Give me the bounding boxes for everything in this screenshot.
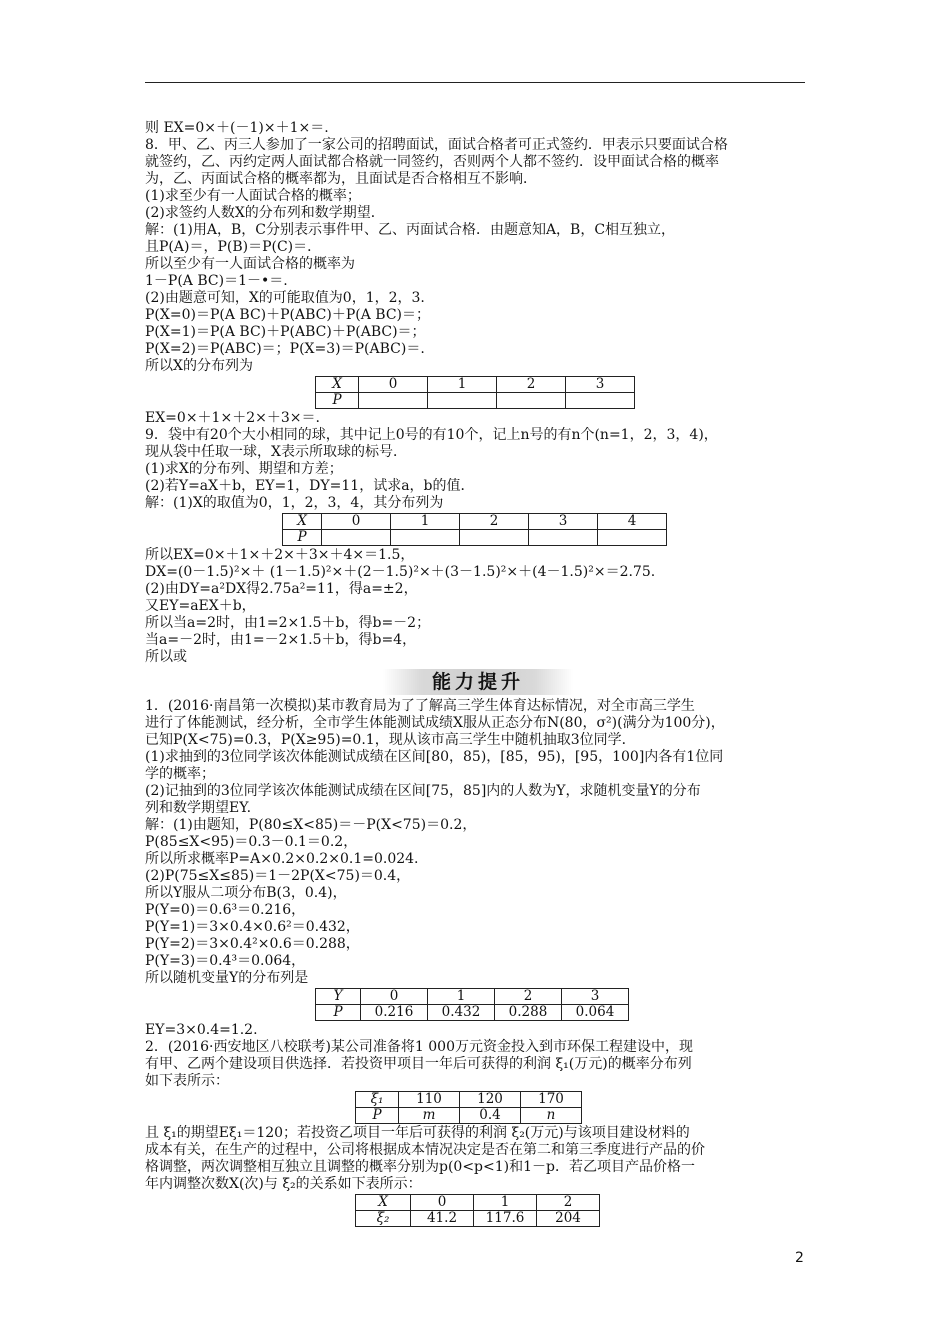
table-cell: Y xyxy=(316,989,361,1005)
table-cell: X xyxy=(356,1195,411,1211)
table-cell: 3 xyxy=(566,377,635,393)
table-cell: 3 xyxy=(562,989,629,1005)
table-cell: X xyxy=(283,514,322,530)
problem-2-stem: 2．(2016·西安地区八校联考)某公司准备将1 000万元资金投入到市环保工程建设中，现 xyxy=(145,1039,693,1055)
table-cell: P xyxy=(316,393,359,409)
text-line: 成本有关，在生产的过程中，公司将根据成本情况决定是否在第二和第三季度进行产品的价 xyxy=(145,1142,705,1158)
text-line: EX=0×＋1×＋2×＋3×＝. xyxy=(145,410,320,426)
text-line: 又EY=aEX＋b， xyxy=(145,598,256,614)
text-line: 所以X的分布列为 xyxy=(145,358,253,374)
table-cell xyxy=(322,530,391,546)
table-cell: X xyxy=(316,377,359,393)
text-line: 有甲、乙两个建设项目供选择．若投资甲项目一年后可获得的利润 ξ₁(万元)的概率分布列 xyxy=(145,1056,692,1072)
header-rule xyxy=(145,82,805,83)
table-cell: 120 xyxy=(460,1092,521,1108)
table-cell: P xyxy=(316,1005,361,1021)
text-line: P(Y=2)＝3×0.4²×0.6＝0.288， xyxy=(145,936,360,952)
table-cell: 2 xyxy=(537,1195,600,1211)
section-heading-banner xyxy=(145,668,813,696)
table-row xyxy=(316,377,635,393)
text-line: 解：(1)用A，B，C分别表示事件甲、乙、丙面试合格．由题意知A，B，C相互独立， xyxy=(145,222,676,238)
table-cell: P xyxy=(283,530,322,546)
text-line: (2)若Y=aX＋b，EY=1，DY=11，试求a，b的值． xyxy=(145,478,475,494)
text-line: 且P(A)＝，P(B)＝P(C)＝． xyxy=(145,239,322,255)
distribution-table-y xyxy=(315,988,629,1021)
table-cell xyxy=(428,393,497,409)
table-cell xyxy=(598,530,667,546)
table-cell: P xyxy=(356,1108,399,1124)
table-row xyxy=(283,514,667,530)
text-line: (2)求签约人数X的分布列和数学期望． xyxy=(145,205,385,221)
text-line: 学的概率； xyxy=(145,766,215,782)
text-line: P(Y=0)＝0.6³＝0.216， xyxy=(145,902,306,918)
text-line: 如下表所示： xyxy=(145,1073,229,1089)
page-number: 2 xyxy=(795,1250,804,1266)
text-line: 解：(1)由题知，P(80≤X<85)＝－P(X<75)＝0.2， xyxy=(145,817,477,833)
text-line: 已知P(X<75)=0.3，P(X≥95)=0.1，现从该市高三学生中随机抽取3位同学． xyxy=(145,732,636,748)
distribution-table-8 xyxy=(315,376,635,409)
text-line: P(Y=3)＝0.4³＝0.064， xyxy=(145,953,306,969)
text-line: 当a=－2时，由1=－2×1.5＋b，得b=4， xyxy=(145,632,417,648)
text-line: P(X=1)＝P(A BC)＋P(ABC)＋P(ABC)＝； xyxy=(145,324,426,340)
text-line: 年内调整次数X(次)与 ξ₂的关系如下表所示： xyxy=(145,1176,422,1192)
text-line: DX=(0－1.5)²×＋ (1－1.5)²×＋(2－1.5)²×＋(3－1.5)²×＋(4－1.5)²×＝2.75. xyxy=(145,564,656,580)
text-line: 现从袋中任取一球，X表示所取球的标号． xyxy=(145,444,407,460)
table-cell: 0 xyxy=(359,377,428,393)
table-cell: 117.6 xyxy=(474,1211,537,1227)
table-cell xyxy=(460,530,529,546)
text-line: (2)记抽到的3位同学该次体能测试成绩在区间[75，85]内的人数为Y，求随机变量Y的分布 xyxy=(145,783,701,799)
table-cell xyxy=(391,530,460,546)
text-line: 格调整，两次调整相互独立且调整的概率分别为p(0<p<1)和1－p．若乙项目产品价格一 xyxy=(145,1159,695,1175)
table-cell: 1 xyxy=(428,377,497,393)
text-line: 解：(1)X的取值为0，1，2，3，4，其分布列为 xyxy=(145,495,444,511)
text-line: 就签约，乙、丙约定两人面试都合格就一同签约，否则两个人都不签约．设甲面试合格的概率 xyxy=(145,154,719,170)
table-cell: 2 xyxy=(460,514,529,530)
text-line: P(85≤X<95)＝0.3－0.1＝0.2， xyxy=(145,834,358,850)
text-line: 进行了体能测试，经分析，全市学生体能测试成绩X服从正态分布N(80，σ²)(满分为100分)， xyxy=(145,715,725,731)
table-cell: 0.4 xyxy=(460,1108,521,1124)
text-line: 列和数学期望EY. xyxy=(145,800,252,816)
table-cell: 41.2 xyxy=(411,1211,474,1227)
text-line: 且 ξ₁的期望Eξ₁＝120；若投资乙项目一年后可获得的利润 ξ₂(万元)与该项目建设材料的 xyxy=(145,1125,690,1141)
table-row xyxy=(316,989,629,1005)
problem-1-stem: 1．(2016·南昌第一次模拟)某市教育局为了了解高三学生体育达标情况，对全市高三学生 xyxy=(145,698,695,714)
table-row xyxy=(283,530,667,546)
table-cell: ξ₂ xyxy=(356,1211,411,1227)
text-line: 所以Y服从二项分布B(3，0.4)， xyxy=(145,885,347,901)
text-line: (1)求至少有一人面试合格的概率； xyxy=(145,188,361,204)
text-line: (2)由题意可知，X的可能取值为0，1，2，3. xyxy=(145,290,425,306)
table-cell: 1 xyxy=(428,989,495,1005)
text-line: 所以当a=2时，由1=2×1.5＋b，得b=－2； xyxy=(145,615,431,631)
table-cell: 1 xyxy=(474,1195,537,1211)
table-row xyxy=(356,1108,582,1124)
table-row xyxy=(356,1211,600,1227)
table-cell: 204 xyxy=(537,1211,600,1227)
text-line: 所以EX=0×＋1×＋2×＋3×＋4×＝1.5， xyxy=(145,547,415,563)
table-cell xyxy=(497,393,566,409)
text-line: EY=3×0.4=1.2. xyxy=(145,1022,258,1038)
table-row xyxy=(356,1092,582,1108)
table-row xyxy=(316,1005,629,1021)
table-cell: 110 xyxy=(399,1092,460,1108)
distribution-table-9 xyxy=(282,513,667,546)
section-heading: 能力提升 xyxy=(431,671,524,693)
table-cell: 3 xyxy=(529,514,598,530)
table-cell: n xyxy=(521,1108,582,1124)
text-line: 所以至少有一人面试合格的概率为 xyxy=(145,256,355,272)
table-cell: 0.288 xyxy=(495,1005,562,1021)
text-line: 为，乙、丙面试合格的概率都为，且面试是否合格相互不影响． xyxy=(145,171,537,187)
profit-distribution-table xyxy=(355,1091,582,1124)
text-line: 则 EX=0×＋(－1)×＋1×＝. xyxy=(145,120,329,136)
table-cell: 1 xyxy=(391,514,460,530)
table-cell: 170 xyxy=(521,1092,582,1108)
table-row xyxy=(316,393,635,409)
table-cell xyxy=(359,393,428,409)
table-row xyxy=(356,1195,600,1211)
table-cell: 0 xyxy=(361,989,428,1005)
table-cell xyxy=(566,393,635,409)
table-cell xyxy=(529,530,598,546)
text-line: 所以随机变量Y的分布列是 xyxy=(145,970,309,986)
document-body xyxy=(145,120,813,1228)
text-line: 所以所求概率P=A×0.2×0.2×0.1=0.024. xyxy=(145,851,419,867)
adjustment-table xyxy=(355,1194,600,1227)
table-cell: 0.432 xyxy=(428,1005,495,1021)
problem-9-stem: 9．袋中有20个大小相同的球，其中记上0号的有10个，记上n号的有n个(n=1，2，3，4)， xyxy=(145,427,718,443)
table-cell: ξ₁ xyxy=(356,1092,399,1108)
text-line: (2)由DY=a²DX得2.75a²=11，得a=±2， xyxy=(145,581,418,597)
text-line: P(X=0)＝P(A BC)＋P(ABC)＋P(A BC)＝； xyxy=(145,307,430,323)
table-cell: 0.216 xyxy=(361,1005,428,1021)
table-cell: 2 xyxy=(497,377,566,393)
table-cell: 4 xyxy=(598,514,667,530)
table-cell: m xyxy=(399,1108,460,1124)
table-cell: 2 xyxy=(495,989,562,1005)
text-line: 1－P(A BC)＝1－•＝. xyxy=(145,273,288,289)
text-line: P(X=2)＝P(ABC)＝；P(X=3)＝P(ABC)＝. xyxy=(145,341,425,357)
table-cell: 0 xyxy=(322,514,391,530)
text-line: (1)求X的分布列、期望和方差； xyxy=(145,461,343,477)
text-line: 所以或 xyxy=(145,649,187,665)
table-cell: 0.064 xyxy=(562,1005,629,1021)
text-line: (1)求抽到的3位同学该次体能测试成绩在区间[80，85)，[85，95)，[95，100]内各有1位同 xyxy=(145,749,724,765)
problem-8-stem: 8．甲、乙、丙三人参加了一家公司的招聘面试，面试合格者可正式签约．甲表示只要面试合格 xyxy=(145,137,728,153)
table-cell: 0 xyxy=(411,1195,474,1211)
text-line: P(Y=1)＝3×0.4×0.6²＝0.432， xyxy=(145,919,360,935)
text-line: (2)P(75≤X≤85)＝1－2P(X<75)＝0.4， xyxy=(145,868,411,884)
